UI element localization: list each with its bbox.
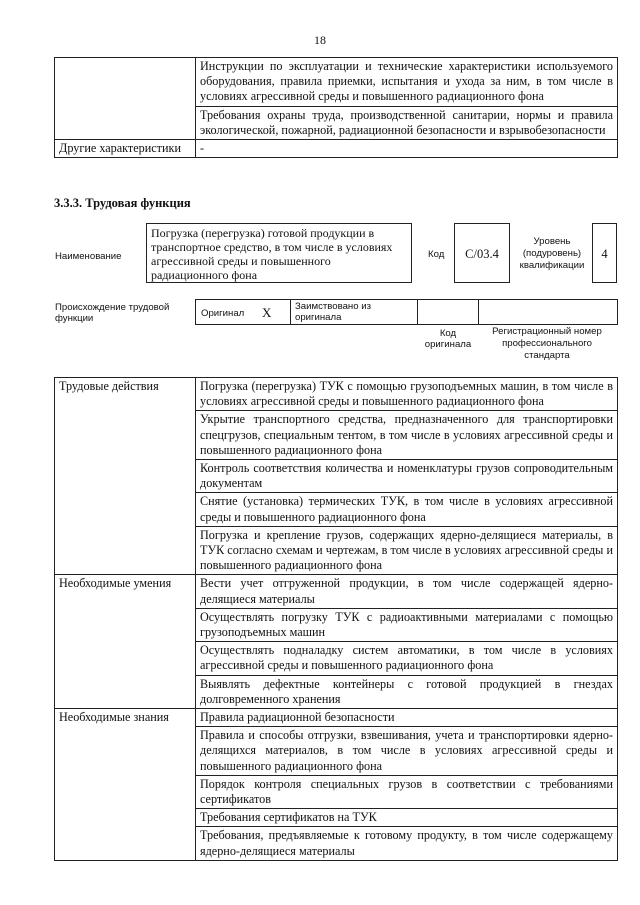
code-original-caption: Код оригинала: [424, 328, 472, 350]
table-cell: Вести учет отгруженной продукции, в том числе содержащей ядерно-делящиеся материалы: [196, 575, 618, 608]
table-cell: Контроль соответствия количества и номенклатуры грузов сопроводительным документам: [196, 460, 618, 493]
name-label: Наименование: [55, 251, 122, 262]
section-heading: 3.3.3. Трудовая функция: [54, 196, 191, 210]
origin-label: Происхождение трудовой функции: [55, 302, 170, 324]
table-cell: Порядок контроля специальных грузов в соответствии с требованиями сертификатов: [196, 775, 618, 808]
code-label: Код: [428, 249, 445, 260]
function-code-box: C/03.4: [454, 223, 510, 283]
level-label: Уровень (подуровень) квалификации: [519, 236, 585, 271]
original-mark: X: [262, 305, 272, 320]
table-cell: Инструкции по эксплуатации и технические характеристики используемого оборудования, правила приемки, испытания и ухода за ним, в том числе в условиях агрессивной среды и повышенного радиационного фона: [196, 58, 618, 107]
table-cell: Погрузка (перегрузка) ТУК с помощью грузоподъемных машин, в том числе в условиях агрессивной среды и повышенного радиационного фона: [196, 378, 618, 411]
borrowed-cell: Заимствовано из оригинала: [290, 299, 418, 325]
registration-caption: Регистрационный номер профессионального стандарта: [492, 326, 602, 361]
table-cell: Требования сертификатов на ТУК: [196, 809, 618, 827]
row-label: [55, 58, 196, 140]
top-characteristics-table: [54, 57, 618, 158]
level-box: 4: [592, 223, 617, 283]
row-label: Необходимые умения: [55, 575, 196, 709]
function-name-box: Погрузка (перегрузка) готовой продукции в транспортное средство, в том числе в условиях агрессивной среды и повышенного радиационного фона: [146, 223, 412, 283]
table-cell: Требования, предъявляемые к готовому продукту, в том числе содержащему ядерно-делящиеся материалы: [196, 827, 618, 860]
table-cell: Правила радиационной безопасности: [196, 709, 618, 727]
registration-number-cell: [478, 299, 618, 325]
origin-code-cell: [417, 299, 479, 325]
table-row: [55, 378, 618, 411]
table-row: [55, 575, 618, 608]
table-cell: -: [196, 140, 618, 158]
row-label: Другие характеристики: [55, 140, 196, 158]
table-cell: Правила и способы отгрузки, взвешивания, учета и транспортировки ядерно-делящихся материалов, в том числе в условиях агрессивной среды и повышенного радиационного фона: [196, 727, 618, 776]
table-cell: Погрузка и крепление грузов, содержащих ядерно-делящиеся материалы, в ТУК согласно схемам и чертежам, в том числе в условиях агрессивной среды и повышенного радиационного фона: [196, 526, 618, 575]
table-row: [55, 140, 618, 158]
row-label: Трудовые действия: [55, 378, 196, 575]
table-row: [55, 709, 618, 727]
table-cell: Требования охраны труда, производственной санитарии, нормы и правила экологической, пожарной, радиационной безопасности и взрывобезопасности: [196, 106, 618, 139]
table-cell: Снятие (установка) термических ТУК, в том числе в условиях агрессивной среды и повышенного радиационного фона: [196, 493, 618, 526]
origin-original-cell: [195, 299, 291, 325]
table-cell: Осуществлять погрузку ТУК с радиоактивными материалами с помощью грузоподъемных машин: [196, 608, 618, 641]
table-cell: Осуществлять подналадку систем автоматики, в том числе в условиях агрессивной среды и повышенного радиационного фона: [196, 642, 618, 675]
table-row: [55, 58, 618, 107]
table-cell: Укрытие транспортного средства, предназначенного для транспортировки спецгрузов, специальным тентом, в том числе в условиях агрессивной среды и повышенного радиационного фона: [196, 411, 618, 460]
original-label: Оригинал: [201, 308, 245, 319]
table-cell: Выявлять дефектные контейнеры с готовой продукцией в гнездах долговременного хранения: [196, 675, 618, 708]
function-details-table: [54, 377, 618, 861]
page-number: 18: [314, 33, 326, 47]
row-label: Необходимые знания: [55, 709, 196, 861]
